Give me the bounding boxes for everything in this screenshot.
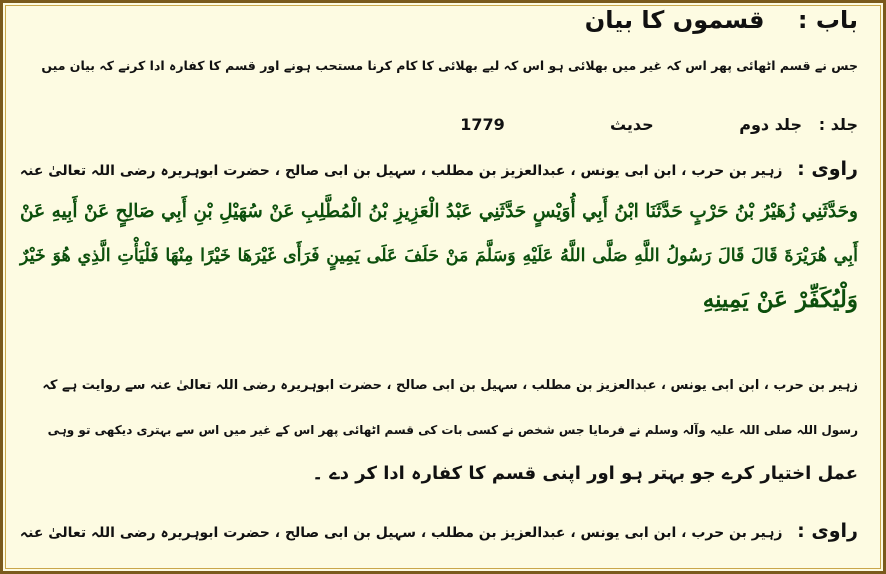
arabic-text [20, 190, 858, 322]
narrator-label: راوی : [797, 158, 858, 180]
chapter-label: باب : [797, 6, 858, 34]
hadith-meta [460, 115, 858, 134]
urdu-translation [24, 364, 858, 496]
volume-value: جلد دوم [739, 115, 802, 134]
chapter-subtitle: جس نے قسم اٹھائی پھر اس کہ غیر میں بھلائی ہو اس کہ لیے بھلائی کا کام کرنا مستحب ہونے اور قسم کا کفارہ ادا کرنے کہ بیان میں [41, 58, 858, 73]
narrator-footer [20, 520, 858, 542]
arabic-line: أَبِي هُرَيْرَةَ قَالَ قَالَ رَسُولُ اللَّهِ صَلَّى اللَّهُ عَلَيْهِ وَسَلَّمَ مَنْ حَلَفَ عَلَى يَمِينٍ فَرَأَى غَيْرَهَا خَيْرًا مِنْهَا فَلْيَأْتِ الَّذِي هُوَ خَيْرٌ [20, 246, 858, 266]
hadith-number: 1779 [460, 115, 505, 134]
arabic-line: وحَدَّثَنِي زُهَيْرُ بْنُ حَرْبٍ حَدَّثَنَا ابْنُ أَبِي أُوَيْسٍ حَدَّثَنِي عَبْدُ الْعَزِيزِ بْنُ الْمُطَّلِبِ عَنْ سُهَيْلِ بْنِ أَبِي صَالِحٍ عَنْ أَبِيهِ عَنْ [20, 201, 858, 222]
narrator-footer-label: راوی : [797, 520, 858, 542]
narrator-footer-names: زہیر بن حرب ، ابن ابی یونس ، عبدالعزیز بن مطلب ، سہیل بن ابی صالح ، حضرت ابوہریرہ رضی اللہ تعالیٰ عنہ [19, 525, 783, 541]
urdu-line: رسول اللہ صلی اللہ علیہ وآلہ وسلم نے فرمایا جس شخص نے کسی بات کی قسم اٹھائی پھر اس کے غیر میں اس سے بہتری دیکھی تو وہی [47, 423, 858, 437]
urdu-line: زہیر بن حرب ، ابن ابی یونس ، عبدالعزیز بن مطلب ، سہیل بن ابی صالح ، حضرت ابوہریرہ رضی اللہ تعالیٰ عنہ سے روایت ہے کہ [42, 378, 858, 393]
narrator-names: زہیر بن حرب ، ابن ابی یونس ، عبدالعزیز بن مطلب ، سہیل بن ابی صالح ، حضرت ابوہریرہ رضی اللہ تعالیٰ عنہ [19, 163, 783, 179]
volume-label: جلد : [818, 115, 858, 134]
chapter-title: قسموں کا بیان [584, 6, 765, 34]
urdu-line: عمل اختیار کرے جو بہتر ہو اور اپنی قسم کا کفارہ ادا کر دے ۔ [312, 463, 858, 484]
arabic-line: وَلْيُكَفِّرْ عَنْ يَمِينِهِ [702, 286, 858, 313]
narrator-line [20, 158, 858, 180]
hadith-label: حدیث [609, 115, 654, 134]
chapter-heading [585, 6, 858, 34]
